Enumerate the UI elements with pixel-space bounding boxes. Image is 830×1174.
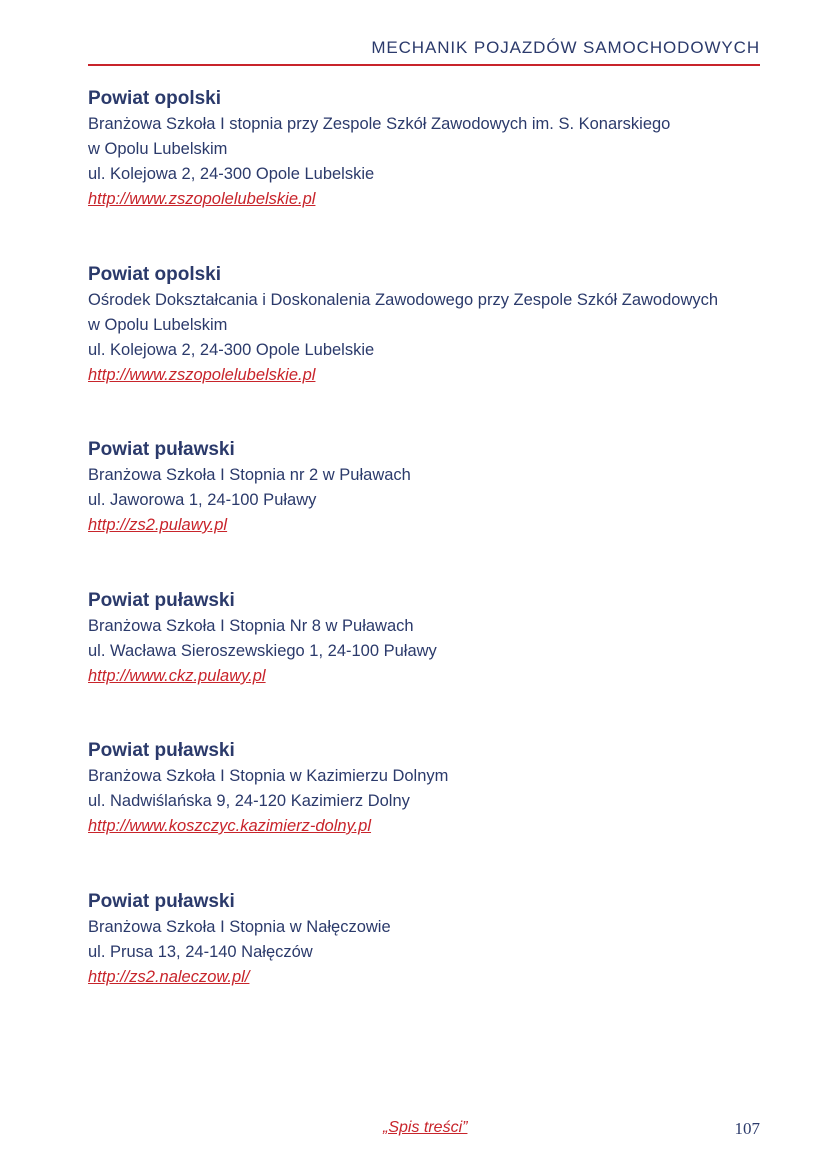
website-link[interactable]: http://www.zszopolelubelskie.pl: [88, 366, 316, 384]
address-line: ul. Wacława Sieroszewskiego 1, 24-100 Puławy: [88, 642, 437, 660]
address-line: ul. Nadwiślańska 9, 24-120 Kazimierz Dolny: [88, 792, 410, 810]
website-link[interactable]: http://zs2.pulawy.pl: [88, 516, 228, 534]
website-link[interactable]: http://www.ckz.pulawy.pl: [88, 667, 266, 685]
entry-heading: Powiat opolski: [88, 264, 222, 285]
entry-heading: Powiat opolski: [88, 88, 222, 109]
school-entry: [88, 588, 760, 689]
school-entry: [88, 889, 760, 990]
school-name-line: Branżowa Szkoła I stopnia przy Zespole Szkół Zawodowych im. S. Konarskiego: [88, 115, 671, 133]
running-header-title: MECHANIK POJAZDÓW SAMOCHODOWYCH: [371, 38, 760, 57]
entry-heading: Powiat puławski: [88, 439, 235, 460]
page-number: 107: [734, 1119, 760, 1138]
address-line: ul. Kolejowa 2, 24-300 Opole Lubelskie: [88, 165, 375, 183]
address-line: ul. Prusa 13, 24-140 Nałęczów: [88, 943, 313, 961]
school-name-line: Branżowa Szkoła I Stopnia w Kazimierzu Dolnym: [88, 767, 449, 785]
school-name-line: w Opolu Lubelskim: [88, 140, 228, 158]
website-link[interactable]: http://zs2.naleczow.pl/: [88, 968, 250, 986]
entry-heading: Powiat puławski: [88, 740, 235, 761]
school-name-line: Branżowa Szkoła I Stopnia nr 2 w Puławach: [88, 466, 411, 484]
table-of-contents-link[interactable]: „Spis treści”: [383, 1119, 468, 1136]
school-entry: [88, 738, 760, 839]
entry-heading: Powiat puławski: [88, 590, 235, 611]
school-name-line: Branżowa Szkoła I Stopnia Nr 8 w Puławach: [88, 617, 414, 635]
website-link[interactable]: http://www.koszczyc.kazimierz-dolny.pl: [88, 817, 372, 835]
school-name-line: Branżowa Szkoła I Stopnia w Nałęczowie: [88, 918, 391, 936]
school-entry: [88, 437, 760, 538]
website-link[interactable]: http://www.zszopolelubelskie.pl: [88, 190, 316, 208]
school-entry: [88, 86, 760, 212]
school-name-line: Ośrodek Dokształcania i Doskonalenia Zawodowego przy Zespole Szkół Zawodowych: [88, 291, 719, 309]
school-name-line: w Opolu Lubelskim: [88, 316, 228, 334]
entry-heading: Powiat puławski: [88, 891, 235, 912]
school-entry: [88, 262, 760, 388]
header-divider: [88, 64, 760, 66]
address-line: ul. Jaworowa 1, 24-100 Puławy: [88, 491, 317, 509]
address-line: ul. Kolejowa 2, 24-300 Opole Lubelskie: [88, 341, 375, 359]
